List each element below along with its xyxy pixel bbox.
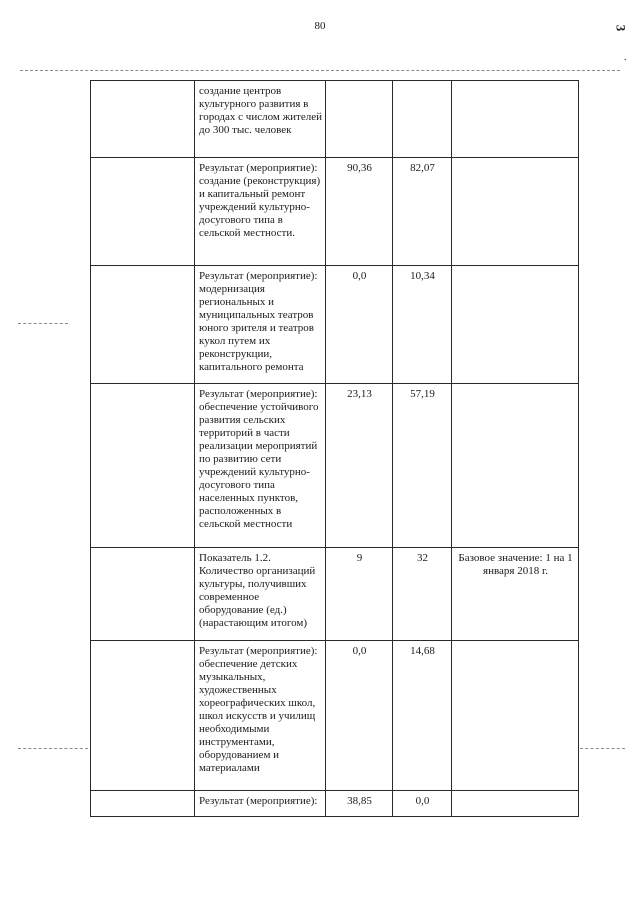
table-cell-blank — [91, 791, 195, 817]
table-cell-note — [452, 158, 579, 266]
table-cell-note — [452, 266, 579, 384]
table-cell-note: Базовое значение: 1 на 1 января 2018 г. — [452, 548, 579, 641]
table-row — [91, 384, 579, 548]
table-row — [91, 641, 579, 791]
table-cell-note — [452, 791, 579, 817]
table-cell-note — [452, 81, 579, 158]
table-cell-value-1: 38,85 — [326, 791, 393, 817]
table-cell-value-1: 9 — [326, 548, 393, 641]
table-cell-name: Результат (мероприятие): создание (реконструкция) и капитальный ремонт учреждений культурно-досугового типа в сельской местности. — [195, 158, 326, 266]
table-cell-blank — [91, 641, 195, 791]
table-cell-value-1: 0,0 — [326, 266, 393, 384]
table-cell-value-2: 0,0 — [393, 791, 452, 817]
budget-table — [90, 80, 579, 817]
scan-line-bottom-right — [580, 748, 625, 749]
table-cell-note — [452, 384, 579, 548]
table-cell-value-1: 90,36 — [326, 158, 393, 266]
table-cell-name: Результат (мероприятие): обеспечение детских музыкальных, художественных хореографических школ, школ искусств и училищ необходимыми инструментами, оборудованием и материалами — [195, 641, 326, 791]
table-cell-name: Результат (мероприятие): — [195, 791, 326, 817]
table-cell-value-2: 82,07 — [393, 158, 452, 266]
scan-line-left — [18, 323, 68, 324]
table-cell-blank — [91, 158, 195, 266]
corner-dot: . — [624, 52, 627, 63]
table-cell-name: создание центров культурного развития в городах с числом жителей до 300 тыс. человек — [195, 81, 326, 158]
table-cell-value-2: 57,19 — [393, 384, 452, 548]
table-cell-blank — [91, 384, 195, 548]
table-cell-blank — [91, 548, 195, 641]
table-cell-name: Показатель 1.2. Количество организаций культуры, получивших современное оборудование (ед.) (нарастающим итогом) — [195, 548, 326, 641]
table-cell-note — [452, 641, 579, 791]
table-cell-blank — [91, 81, 195, 158]
table-cell-blank — [91, 266, 195, 384]
table-cell-name: Результат (мероприятие): обеспечение устойчивого развития сельских территорий в части реализации мероприятий по развитию сети учреждений культурно-досугового типа населенных пунктов, расположенных в сельской местности — [195, 384, 326, 548]
table-row — [91, 266, 579, 384]
table-cell-value-2 — [393, 81, 452, 158]
table-cell-value-2: 10,34 — [393, 266, 452, 384]
table-row — [91, 548, 579, 641]
table-row — [91, 81, 579, 158]
table-cell-value-2: 14,68 — [393, 641, 452, 791]
corner-mark: 3 — [613, 24, 629, 32]
table-row — [91, 791, 579, 817]
scan-line-top — [20, 70, 620, 71]
table-cell-value-1 — [326, 81, 393, 158]
table-cell-value-1: 0,0 — [326, 641, 393, 791]
table-cell-name: Результат (мероприятие): модернизация региональных и муниципальных театров юного зрителя и театров кукол путем их реконструкции, капитального ремонта — [195, 266, 326, 384]
scan-line-bottom-left — [18, 748, 88, 749]
table-row — [91, 158, 579, 266]
page-number: 80 — [314, 20, 326, 32]
table-cell-value-2: 32 — [393, 548, 452, 641]
table-cell-value-1: 23,13 — [326, 384, 393, 548]
